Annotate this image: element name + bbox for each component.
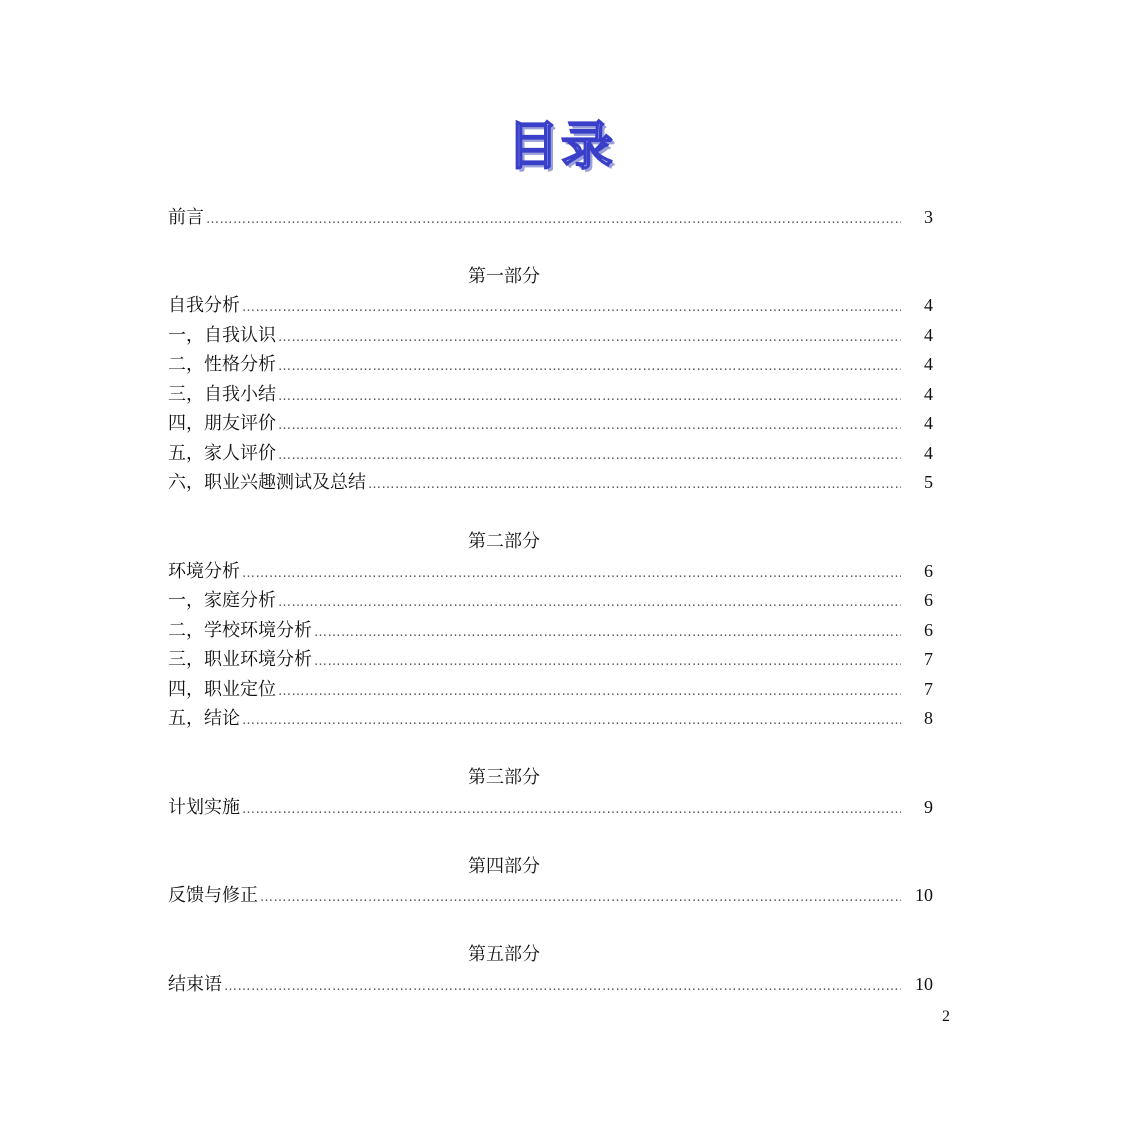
section-heading: 第二部分 xyxy=(468,531,540,552)
toc-entry-page: 9 xyxy=(924,796,933,817)
toc-entry-label: 四，职业定位 xyxy=(168,678,276,700)
toc-entry[interactable] xyxy=(168,881,948,911)
toc-entry-page: 6 xyxy=(924,619,933,640)
toc-entry[interactable] xyxy=(168,704,948,734)
dot-leader xyxy=(368,470,901,500)
toc-entry[interactable] xyxy=(168,675,948,705)
toc-entry-label: 计划实施 xyxy=(168,796,240,818)
toc-entry-label: 结束语 xyxy=(168,973,222,995)
toc-entry-page: 8 xyxy=(924,708,933,728)
toc-entry[interactable] xyxy=(168,970,948,1000)
dot-leader xyxy=(278,382,901,412)
toc-entry-page: 4 xyxy=(924,354,933,374)
toc-entry[interactable] xyxy=(168,350,948,380)
dot-leader xyxy=(278,411,901,441)
dot-leader xyxy=(278,323,901,353)
toc-entry-page: 10 xyxy=(915,973,933,994)
toc-entry-label: 自我分析 xyxy=(168,295,240,316)
toc-entry-page: 6 xyxy=(924,560,933,581)
toc-entry-page: 4 xyxy=(924,413,933,433)
toc-entry-label: 四，朋友评价 xyxy=(168,413,276,434)
toc-entry[interactable] xyxy=(168,645,948,675)
dot-leader xyxy=(242,795,901,825)
toc-entry[interactable] xyxy=(168,586,948,616)
toc-entry-page: 10 xyxy=(915,885,933,905)
toc-entry[interactable] xyxy=(168,321,948,351)
toc-entry[interactable] xyxy=(168,793,948,823)
toc-entry-label: 五，结论 xyxy=(168,708,240,729)
dot-leader xyxy=(278,441,901,471)
table-of-contents xyxy=(168,203,948,999)
section-heading: 第三部分 xyxy=(468,767,540,788)
toc-entry-label: 五，家人评价 xyxy=(168,442,276,464)
toc-entry-label: 一，自我认识 xyxy=(168,324,276,346)
section-heading: 第五部分 xyxy=(468,944,540,965)
dot-leader xyxy=(260,883,901,913)
dot-leader xyxy=(278,677,901,707)
toc-entry-page: 3 xyxy=(924,207,933,227)
dot-leader xyxy=(224,972,901,1002)
dot-leader xyxy=(206,205,901,235)
toc-entry-page: 4 xyxy=(924,324,933,345)
dot-leader xyxy=(278,352,901,382)
dot-leader xyxy=(278,588,901,618)
toc-entry-label: 反馈与修正 xyxy=(168,885,258,906)
toc-entry[interactable] xyxy=(168,468,948,498)
toc-entry-page: 4 xyxy=(924,295,933,315)
toc-entry[interactable] xyxy=(168,291,948,321)
dot-leader xyxy=(242,559,901,589)
page-title: 目录 xyxy=(506,116,615,177)
toc-entry-label: 环境分析 xyxy=(168,560,240,582)
toc-entry-label: 二，学校环境分析 xyxy=(168,619,312,641)
toc-entry-label: 三，自我小结 xyxy=(168,383,276,405)
toc-entry[interactable] xyxy=(168,439,948,469)
toc-entry-label: 前言 xyxy=(168,207,204,228)
toc-entry-page: 7 xyxy=(924,678,933,699)
dot-leader xyxy=(314,618,901,648)
toc-entry-label: 六，职业兴趣测试及总结 xyxy=(168,472,366,493)
toc-entry-label: 三，职业环境分析 xyxy=(168,649,312,670)
section-heading: 第一部分 xyxy=(468,265,540,287)
toc-entry-page: 5 xyxy=(924,472,933,492)
dot-leader xyxy=(242,706,901,736)
page-number: 2 xyxy=(942,1008,950,1025)
toc-entry[interactable] xyxy=(168,616,948,646)
toc-entry-page: 4 xyxy=(924,442,933,463)
toc-entry[interactable] xyxy=(168,557,948,587)
section-heading: 第四部分 xyxy=(468,855,540,877)
toc-entry-page: 6 xyxy=(924,590,933,610)
dot-leader xyxy=(242,293,901,323)
dot-leader xyxy=(314,647,901,677)
toc-entry[interactable] xyxy=(168,409,948,439)
toc-entry-page: 4 xyxy=(924,383,933,404)
toc-entry-page: 7 xyxy=(924,649,933,669)
toc-entry-preface[interactable] xyxy=(168,203,948,233)
toc-entry-label: 一，家庭分析 xyxy=(168,590,276,611)
toc-entry[interactable] xyxy=(168,380,948,410)
toc-entry-label: 二，性格分析 xyxy=(168,354,276,375)
